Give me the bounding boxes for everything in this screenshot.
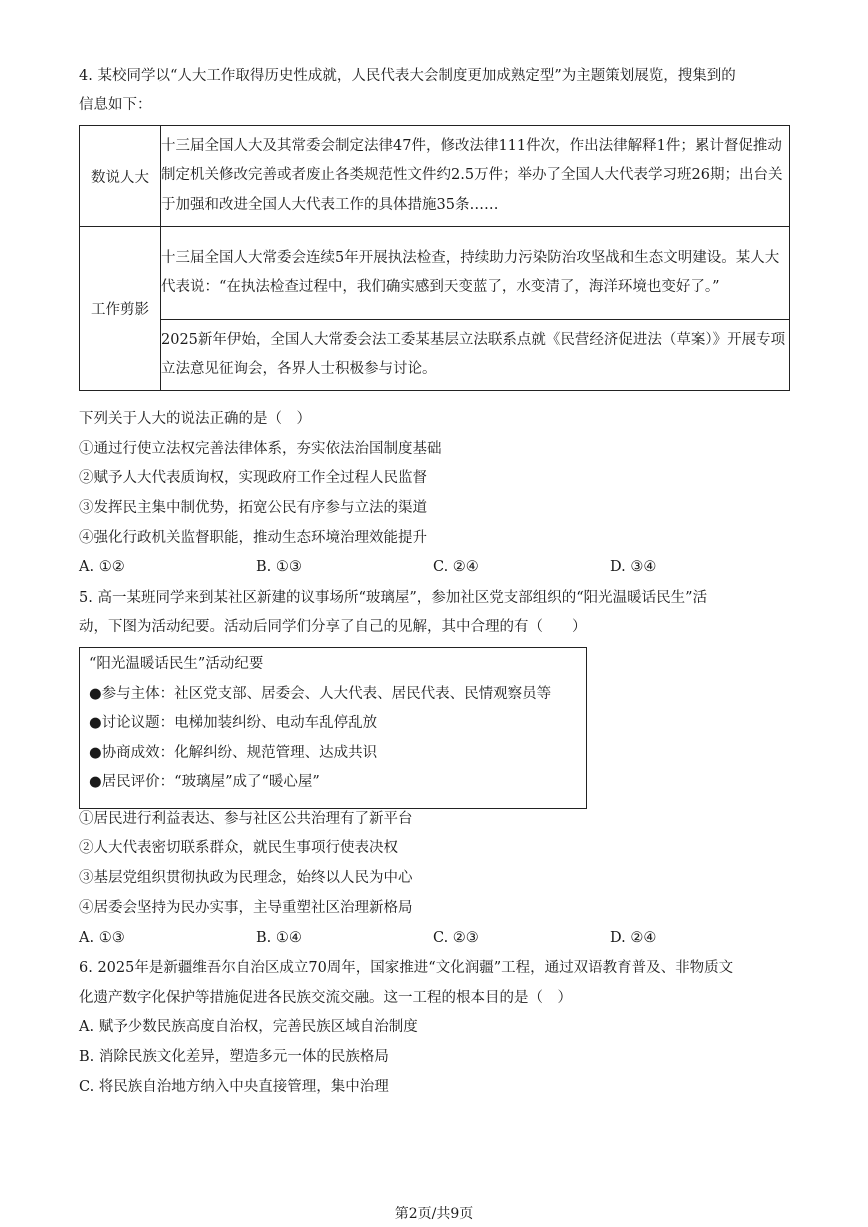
q4-option-c[interactable]: C. ②④ (433, 559, 479, 575)
q5-statement-4: ④居委会坚持为民办实事，主导重塑社区治理新格局 (79, 900, 413, 916)
q4-statement-3: ③发挥民主集中制优势，拓宽公民有序参与立法的渠道 (79, 500, 427, 516)
q4-question: 下列关于人大的说法正确的是（ ） (79, 411, 311, 427)
activity-summary-item: ●协商成效：化解纠纷、规范管理、达成共识 (89, 745, 378, 761)
q5-statement-1: ①居民进行利益表达、参与社区公共治理有了新平台 (79, 811, 413, 827)
q6-stem-line2: 化遗产数字化保护等措施促进各民族交流交融。这一工程的根本目的是（ ） (79, 990, 572, 1006)
q4-option-b[interactable]: B. ①③ (256, 559, 302, 575)
q4-statement-1: ①通过行使立法权完善法律体系，夯实依法治国制度基础 (79, 441, 442, 457)
q4-statement-2: ②赋予人大代表质询权，实现政府工作全过程人民监督 (79, 470, 427, 486)
q5-statement-2: ②人大代表密切联系群众，就民生事项行使表决权 (79, 840, 398, 856)
q5-option-b[interactable]: B. ①④ (256, 930, 302, 946)
q4-option-d[interactable]: D. ③④ (610, 559, 657, 575)
table-cell-work-2: 2025新年伊始，全国人大常委会法工委某基层立法联系点就《民营经济促进法（草案）》开展专项立法意见征询会，各界人士积极参与讨论。 (161, 320, 790, 391)
q5-option-a[interactable]: A. ①③ (79, 930, 125, 946)
table-label-work: 工作剪影 (80, 227, 161, 391)
q4-option-a[interactable]: A. ①② (79, 559, 125, 575)
q4-stem-line1: 4. 某校同学以“人大工作取得历史性成就，人民代表大会制度更加成熟定型”为主题策划展览，搜集到的 (79, 68, 736, 84)
activity-summary-item: ●讨论议题：电梯加装纠纷、电动车乱停乱放 (89, 715, 378, 731)
q6-option-c[interactable]: C. 将民族自治地方纳入中央直接管理，集中治理 (79, 1079, 389, 1095)
q5-option-d[interactable]: D. ②④ (610, 930, 657, 946)
q4-info-table (79, 125, 790, 391)
activity-summary-title: “阳光温暖话民生”活动纪要 (89, 656, 264, 672)
table-label-data: 数说人大 (80, 126, 161, 227)
q4-statement-4: ④强化行政机关监督职能，推动生态环境治理效能提升 (79, 530, 427, 546)
page-number: 第2页/共9页 (394, 1206, 474, 1222)
q6-option-b[interactable]: B. 消除民族文化差异，塑造多元一体的民族格局 (79, 1049, 389, 1065)
activity-summary-box (79, 647, 587, 809)
q6-option-a[interactable]: A. 赋予少数民族高度自治权，完善民族区域自治制度 (79, 1019, 418, 1035)
q5-statement-3: ③基层党组织贯彻执政为民理念，始终以人民为中心 (79, 870, 413, 886)
table-cell-data: 十三届全国人大及其常委会制定法律47件，修改法律111件次，作出法律解释1件；累计督促推动制定机关修改完善或者废止各类规范性文件约2.5万件；举办了全国人大代表学习班26期；出台关于加强和改进全国人大代表工作的具体措施35条…… (161, 126, 790, 227)
q6-stem-line1: 6. 2025年是新疆维吾尔自治区成立70周年，国家推进“文化润疆”工程，通过双语教育普及、非物质文 (79, 960, 734, 976)
activity-summary-item: ●居民评价：“玻璃屋”成了“暖心屋” (89, 774, 320, 790)
q5-option-c[interactable]: C. ②③ (433, 930, 479, 946)
q5-stem-line2: 动，下图为活动纪要。活动后同学们分享了自己的见解，其中合理的有（ ） (79, 619, 587, 635)
table-cell-work-1: 十三届全国人大常委会连续5年开展执法检查，持续助力污染防治攻坚战和生态文明建设。某人大代表说：“在执法检查过程中，我们确实感到天变蓝了，水变清了，海洋环境也变好了。” (161, 227, 790, 320)
q5-stem-line1: 5. 高一某班同学来到某社区新建的议事场所“玻璃屋”，参加社区党支部组织的“阳光温暖话民生”活 (79, 590, 708, 606)
q4-stem-line2: 信息如下： (79, 97, 152, 113)
activity-summary-item: ●参与主体：社区党支部、居委会、人大代表、居民代表、民情观察员等 (89, 686, 552, 702)
